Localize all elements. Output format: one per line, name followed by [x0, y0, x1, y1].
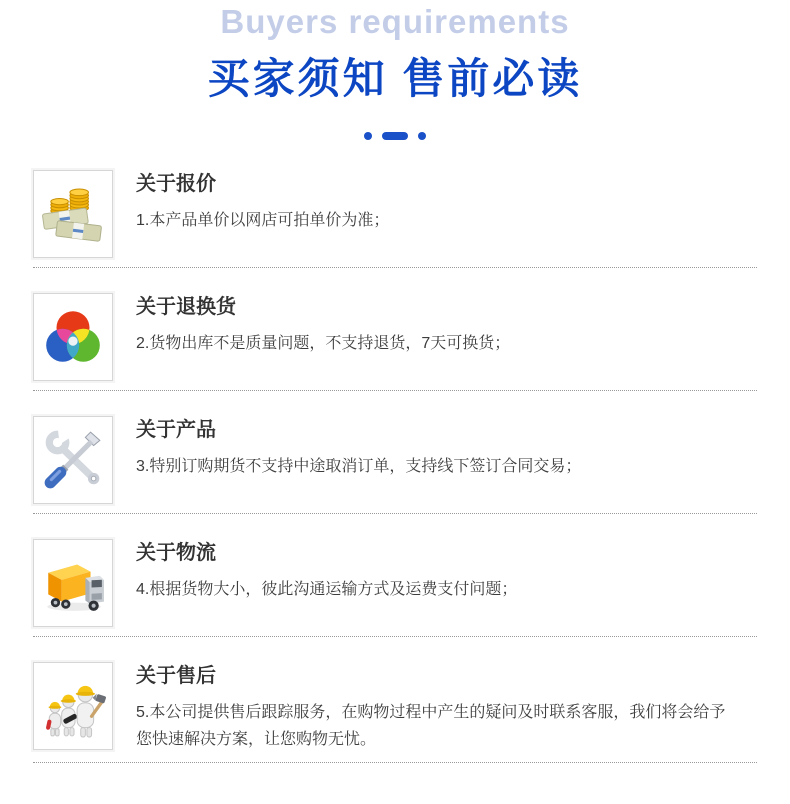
section-quotation — [33, 161, 757, 268]
section-quotation-text — [136, 170, 389, 234]
tools-icon-graphic — [40, 423, 106, 497]
section-body: 4.根据货物大小，彼此沟通运输方式及运费支付问题； — [136, 581, 518, 598]
divider-dot-left — [364, 132, 372, 140]
section-returns — [33, 268, 757, 391]
section-product-text — [136, 416, 581, 480]
workers-icon — [33, 662, 113, 750]
section-aftersales-text — [136, 662, 740, 753]
page-title: 买家须知 售前必读 — [207, 55, 583, 102]
workers-icon-graphic — [40, 669, 106, 743]
header-subtitle-en: Buyers requirements — [220, 3, 570, 40]
divider-dash — [382, 132, 408, 140]
section-title: 关于物流 — [136, 542, 216, 564]
section-body: 2.货物出库不是质量问题，不支持退货，7天可换货； — [136, 335, 511, 352]
money-icon-graphic — [40, 177, 106, 251]
section-logistics-text — [136, 539, 517, 603]
truck-icon-graphic — [40, 546, 106, 620]
section-title: 关于产品 — [136, 419, 216, 441]
notice-sections — [33, 161, 757, 763]
section-body: 5.本公司提供售后跟踪服务，在购物过程中产生的疑问及时联系客服，我们将会给予您快速解决方案，让您购物无忧。 — [136, 704, 726, 748]
section-aftersales — [33, 637, 757, 763]
rgb-circles-icon — [33, 293, 113, 381]
money-icon — [33, 170, 113, 258]
section-title: 关于退换货 — [136, 296, 236, 318]
section-logistics — [33, 514, 757, 637]
section-title: 关于售后 — [136, 665, 216, 687]
tools-icon — [33, 416, 113, 504]
truck-icon — [33, 539, 113, 627]
rgb-circles-icon-graphic — [40, 300, 106, 374]
section-title: 关于报价 — [136, 173, 216, 195]
section-body: 3.特别订购期货不支持中途取消订单，支持线下签订合同交易； — [136, 458, 582, 475]
page-header — [0, 0, 790, 140]
section-product — [33, 391, 757, 514]
section-body: 1.本产品单价以网店可拍单价为准； — [136, 212, 390, 229]
divider-dot-right — [418, 132, 426, 140]
section-returns-text — [136, 293, 510, 357]
dot-dash-divider — [0, 132, 790, 140]
